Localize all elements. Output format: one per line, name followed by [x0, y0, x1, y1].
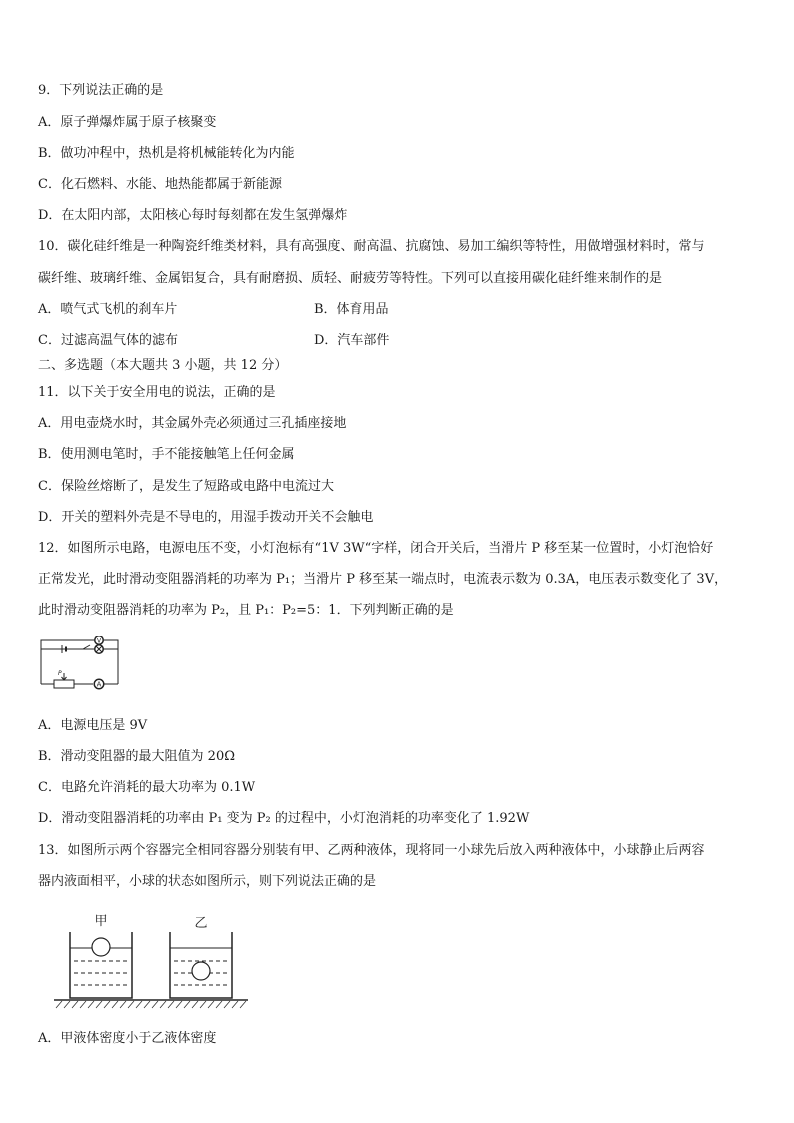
q9-option-d: D．在太阳内部，太阳核心每时每刻都在发生氢弹爆炸 [38, 208, 348, 223]
q13-stem-line1: 13．如图所示两个容器完全相同容器分别装有甲、乙两种液体，现将同一小球先后放入两种液体中，小球静止后两容 [38, 843, 705, 858]
q12-option-c: C．电路允许消耗的最大功率为 0.1W [38, 780, 256, 795]
q10-option-b: B．体育用品 [314, 302, 389, 317]
q12-circuit-diagram [38, 636, 122, 698]
q11-option-c: C．保险丝熔断了，是发生了短路或电路中电流过大 [38, 479, 334, 494]
q10-option-d: D．汽车部件 [314, 333, 390, 348]
q13-containers-diagram [50, 910, 250, 1012]
q12-stem-line2: 正常发光，此时滑动变阻器消耗的功率为 P₁；当滑片 P 移至某一端点时，电流表示数为 0.3A，电压表示数变化了 3V， [38, 572, 728, 587]
q12-option-d: D．滑动变阻器消耗的功率由 P₁ 变为 P₂ 的过程中，小灯泡消耗的功率变化了 1.92W [38, 811, 530, 826]
q13-option-a: A．甲液体密度小于乙液体密度 [38, 1031, 217, 1046]
q10-option-c: C．过滤高温气体的滤布 [38, 333, 178, 348]
section-title-multiple-choice: 二、多选题（本大题共 3 小题，共 12 分） [38, 358, 288, 373]
q9-stem: 9．下列说法正确的是 [38, 83, 164, 98]
q10-stem-line2: 碳纤维、玻璃纤维、金属铝复合，具有耐磨损、质轻、耐疲劳等特性。下列可以直接用碳化硅纤维来制作的是 [38, 271, 663, 286]
voltmeter-label: V [96, 637, 102, 645]
q9-option-a: A．原子弹爆炸属于原子核聚变 [38, 115, 217, 130]
q11-option-b: B．使用测电笔时，手不能接触笔上任何金属 [38, 447, 295, 462]
ammeter-label: A [96, 680, 102, 689]
q10-stem-line1: 10．碳化硅纤维是一种陶瓷纤维类材料，具有高强度、耐高温、抗腐蚀、易加工编织等特性，用做增强材料时，常与 [38, 239, 705, 254]
q11-option-d: D．开关的塑料外壳是不导电的，用湿手拨动开关不会触电 [38, 510, 374, 525]
q12-option-a: A．电源电压是 9V [38, 718, 148, 733]
q11-stem: 11．以下关于安全用电的说法，正确的是 [38, 385, 276, 400]
slider-label: P [58, 670, 62, 677]
q9-option-c: C．化石燃料、水能、地热能都属于新能源 [38, 177, 282, 192]
container-right-label: 乙 [194, 916, 208, 931]
q13-stem-line2: 器内液面相平，小球的状态如图所示，则下列说法正确的是 [38, 874, 377, 889]
q10-option-a: A．喷气式飞机的刹车片 [38, 302, 178, 317]
container-left-label: 甲 [94, 914, 108, 929]
q12-stem-line1: 12．如图所示电路，电源电压不变，小灯泡标有“1V 3W“字样，闭合开关后，当滑片 P 移至某一位置时，小灯泡恰好 [38, 541, 714, 556]
q12-option-b: B．滑动变阻器的最大阻值为 20Ω [38, 749, 236, 764]
q11-option-a: A．用电壶烧水时，其金属外壳必须通过三孔插座接地 [38, 416, 347, 431]
q12-stem-line3: 此时滑动变阻器消耗的功率为 P₂，且 P₁：P₂=5：1．下列判断正确的是 [38, 603, 454, 618]
q9-option-b: B．做功冲程中，热机是将机械能转化为内能 [38, 146, 295, 161]
